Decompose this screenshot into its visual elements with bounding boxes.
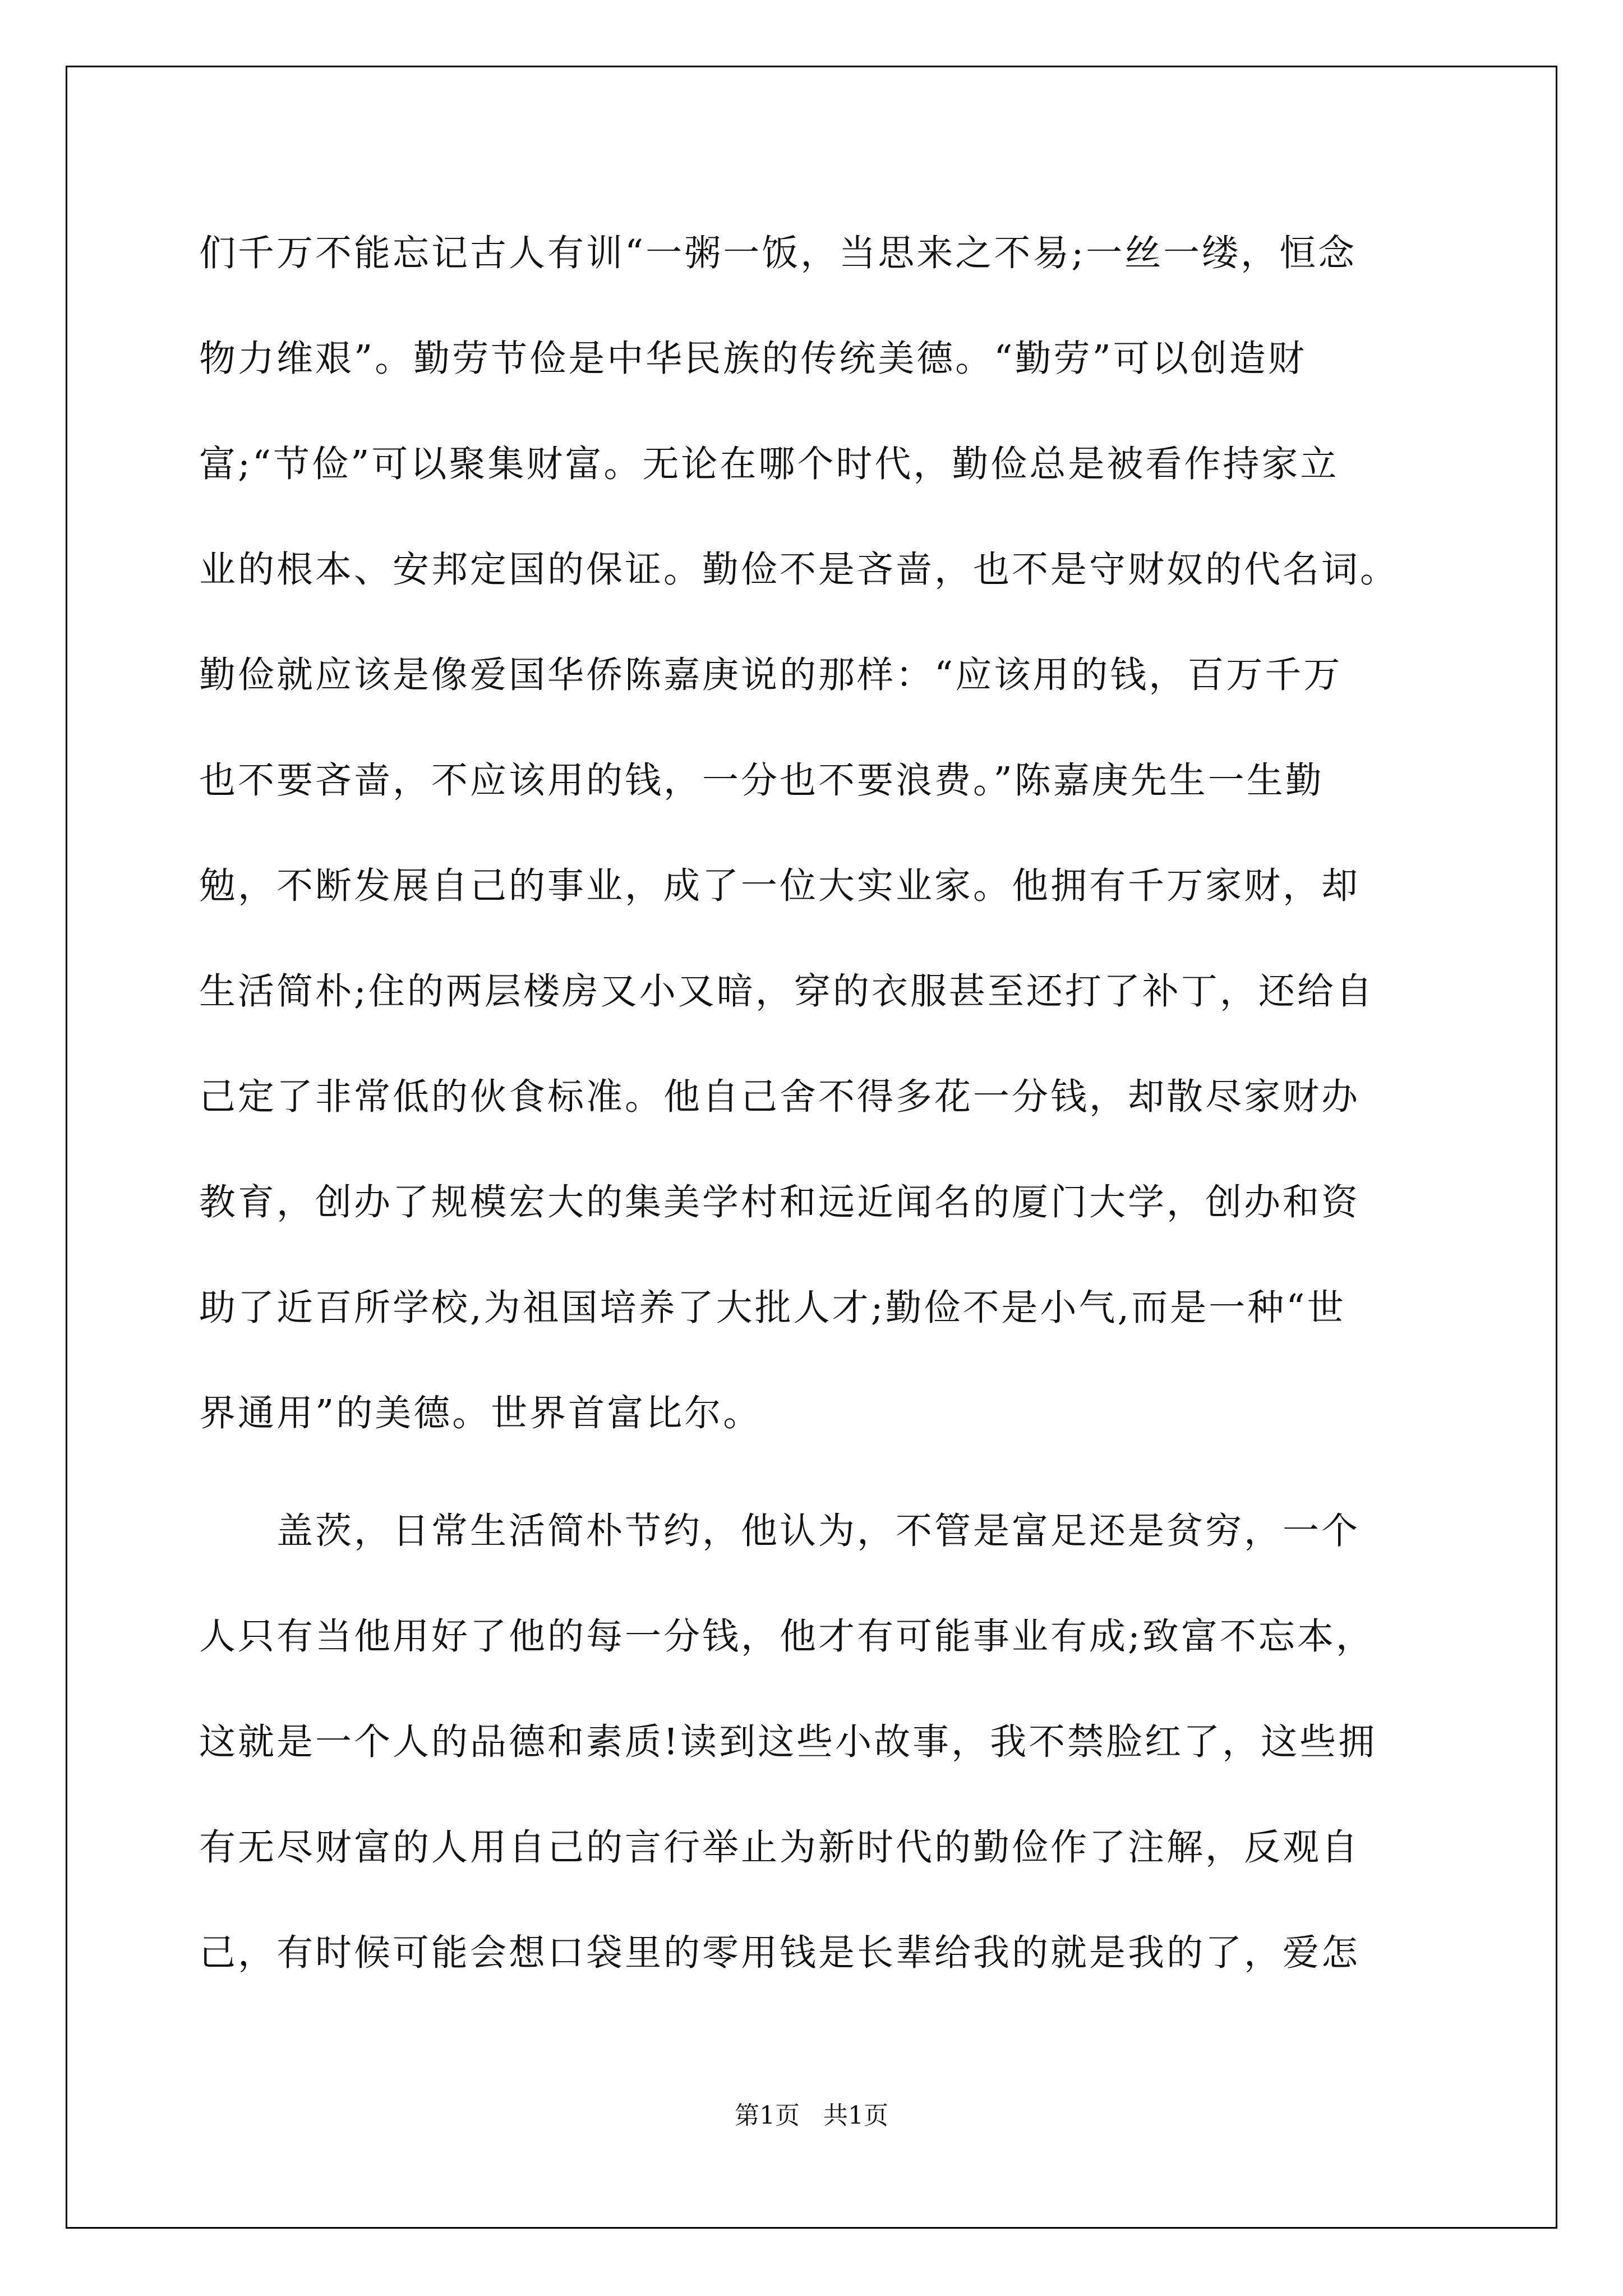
text-line: 业的根本、安邦定国的保证。勤俭不是吝啬，也不是守财奴的代名词。 <box>199 549 1399 591</box>
text-line: 己，有时候可能会想口袋里的零用钱是长辈给我的就是我的了，爱怎 <box>199 1932 1361 1974</box>
page-total: 共1页 <box>823 2101 888 2130</box>
text-line: 勤俭就应该是像爱国华侨陈嘉庚说的那样：“应该用的钱，百万千万 <box>199 654 1343 696</box>
text-line: 己定了非常低的伙食标准。他自己舍不得多花一分钱，却散尽家财办 <box>199 1076 1361 1118</box>
text-line: 物力维艰”。勤劳节俭是中华民族的传统美德。“勤劳”可以创造财 <box>199 338 1307 380</box>
text-line: 教育，创办了规模宏大的集美学村和远近闻名的厦门大学，创办和资 <box>199 1181 1361 1223</box>
text-line: 这就是一个人的品德和素质!读到这些小故事，我不禁脸红了，这些拥 <box>199 1721 1377 1763</box>
paragraph <box>199 1479 1422 2006</box>
text-line: 勉，不断发展自己的事业，成了一位大实业家。他拥有千万家财，却 <box>199 865 1361 907</box>
text-line: 也不要吝啬，不应该用的钱，一分也不要浪费。”陈嘉庚先生一生勤 <box>199 760 1324 802</box>
text-line: 助了近百所学校,为祖国培养了大批人才;勤俭不是小气,而是一种“世 <box>199 1287 1346 1329</box>
text-line: 生活简朴;住的两层楼房又小又暗，穿的衣服甚至还打了补丁，还给自 <box>199 970 1375 1013</box>
page-number: 第1页 <box>735 2101 800 2130</box>
text-line: 盖茨，日常生活简朴节约，他认为，不管是富足还是贫穷，一个 <box>199 1510 1361 1552</box>
text-line: 人只有当他用好了他的每一分钱，他才有可能事业有成;致富不忘本， <box>199 1616 1375 1658</box>
text-line: 富;“节俭”可以聚集财富。无论在哪个时代，勤俭总是被看作持家立 <box>199 443 1339 485</box>
text-line: 有无尽财富的人用自己的言行举止为新时代的勤俭作了注解，反观自 <box>199 1826 1361 1869</box>
text-line: 们千万不能忘记古人有训“一粥一饭，当思来之不易;一丝一缕，恒念 <box>199 232 1357 274</box>
page-footer <box>0 2095 1623 2131</box>
paragraph <box>199 201 1422 1466</box>
paragraph-gap <box>199 1466 1422 1479</box>
document-body <box>199 201 1422 2006</box>
text-line: 界通用”的美德。世界首富比尔。 <box>199 1392 762 1434</box>
